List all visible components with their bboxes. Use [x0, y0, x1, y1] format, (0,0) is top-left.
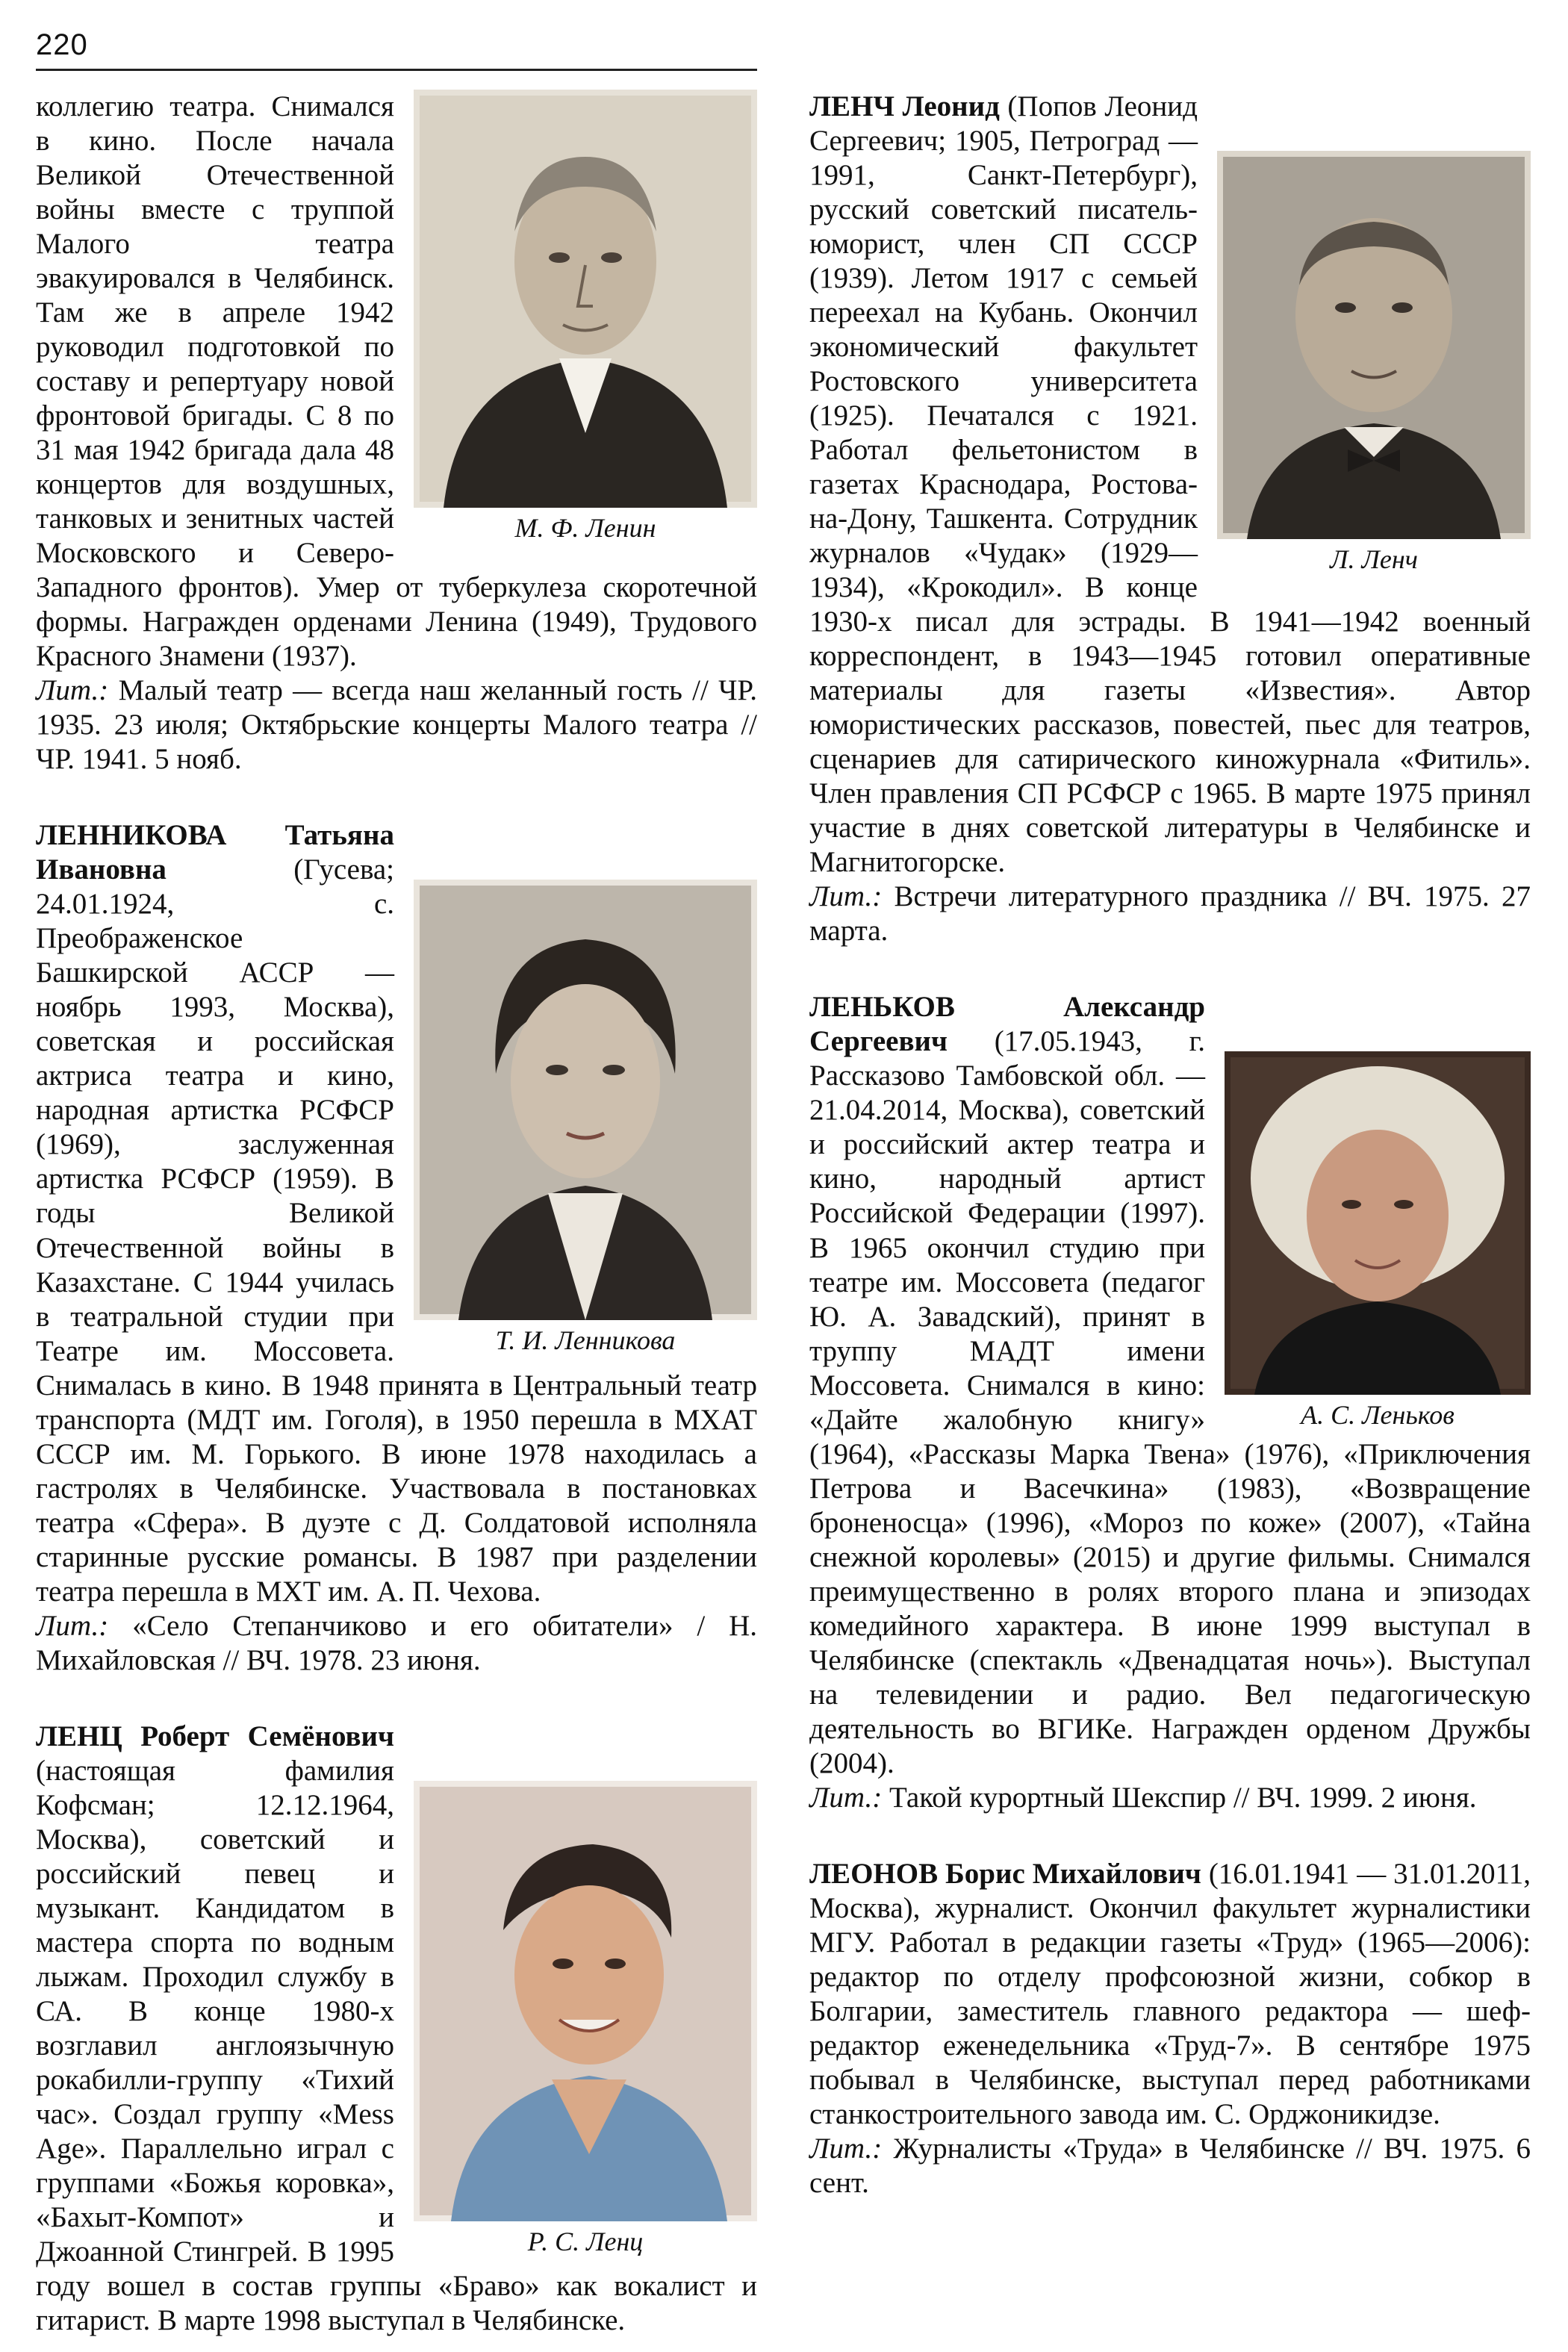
entry-lench [809, 90, 1531, 948]
entry-text: (настоящая фамилия Кофсман; 12.12.1964, Москва), советский и российский певец и музыкант. Кандидатом в мастера спорта по водным лыжам. Проходил службу в СА. В конце 1980-х возглавил англоязычную рокабилли-группу «Тихий час». Создал группу «Mess Age». Параллельно играл с группами «Божья коровка», «Бахыт-Компот» и Джоанной Стингрей. В 1995 году вошел в состав группы «Браво» как вокалист и гитарист. В марте 1998 выступал в Челябинске. [36, 1754, 757, 2336]
lit-label: Лит.: [36, 674, 109, 707]
lit-text: «Село Степанчиково и его обитатели» / Н. Михайловская // ВЧ. 1978. 23 июня. [36, 1609, 757, 1676]
photo-lenkov [1225, 1051, 1531, 1431]
page-number: 220 [36, 28, 88, 61]
lit-text: Встречи литературного праздника // ВЧ. 1975. 27 марта. [809, 880, 1531, 948]
portrait-lenin [414, 90, 757, 508]
lit-text: Такой курортный Шекспир // ВЧ. 1999. 2 июня. [882, 1781, 1477, 1814]
entry-lennikova [36, 818, 757, 1677]
entry-name: ЛЕНЧ Леонид [809, 90, 1000, 122]
entry-leonov [809, 1857, 1531, 2200]
entry-text: (17.05.1943, г. Рассказово Тамбовской обл. — 21.04.2014, Москва), советский и российский актер театра и кино, народный артист Российской Федерации (1997). В 1965 окончил студию при театре им. Моссовета (педагог Ю. А. Завадский), принят в труппу МАДТ имени Моссовета. Снимался в кино: «Дайте жалобную книгу» (1964), «Рассказы Марка Твена» (1976), «Приключения Петрова и Васечкина» (1983), «Возвращение броненосца» (1996), «Мороз по коже» (2007), «Тайна снежной королевы» (2015) и другие фильмы. Снимался преимущественно в ролях второго плана и эпизодах комедийного характера. В июне 1999 выступал в Челябинске (спектакль «Двенадцатая ночь»). Выступал на телевидении и радио. Вел педагогическую деятельность во ВГИКе. Награжден орденом Дружбы (2004). [809, 1025, 1531, 1779]
portrait-lenkov [1225, 1051, 1531, 1395]
entry-name: ЛЕННИКОВА Татьяна Ивановна [36, 819, 394, 886]
entry-lents [36, 1720, 757, 2338]
photo-lenin [414, 90, 757, 544]
lit-text: Малый театр — всегда наш желанный гость // ЧР. 1935. 23 июля; Октябрьские концерты Малого театра // ЧР. 1941. 5 нояб. [36, 674, 757, 776]
lit-label: Лит.: [36, 1609, 109, 1642]
entry-name: ЛЕНЬКОВ Александр Сергеевич [809, 991, 1205, 1058]
lit-label: Лит.: [809, 1781, 883, 1814]
header-rule [36, 69, 757, 71]
entry-text: коллегию театра. Снимался в кино. После начала Великой Отечественной войны вместе с труппой Малого театра эвакуировался в Челябинск. Там же в апреле 1942 руководил подготовкой по составу и репертуару новой фронтовой бригады. С 8 по 31 мая 1942 бригада дала 48 концертов для воздушных, танковых и зенитных частей Московского и Северо-Западного фронтов). Умер от туберкулеза скоротечной формы. Награжден орденами Ленина (1949), Трудового Красного Знамени (1937). [36, 90, 757, 673]
entry-name: ЛЕОНОВ Борис Михайлович [809, 1857, 1201, 1890]
portrait-lennikova [414, 880, 757, 1320]
photo-caption: М. Ф. Ленин [514, 513, 656, 543]
entry-text: (16.01.1941 — 31.01.2011, Москва), журналист. Окончил факультет журналистики МГУ. Работал в редакции газеты «Труд» (1965—2006): редактор по отделу профсоюзной жизни, собкор в Болгарии, заместитель главного редактора — шеф-редактор еженедельника «Труд-7». В сентябре 1975 побывал в Челябинске, выступал перед работниками станкостроительного завода им. С. Орджоникидзе. [809, 1857, 1531, 2130]
entry-lenkov [809, 990, 1531, 1814]
photo-caption: Р. С. Ленц [527, 2226, 644, 2256]
lit-label: Лит.: [809, 2132, 883, 2165]
entry-text: (Попов Леонид Сергеевич; 1905, Петроград — 1991, Санкт-Петербург), русский советский писатель-юморист, член СП СССР (1939). Летом 1917 с семьей переехал на Кубань. Окончил экономический факультет Ростовского университета (1925). Печатался с 1921. Работал фельетонистом в газетах Краснодара, Ростова-на-Дону, Ташкента. Сотрудник журналов «Чудак» (1929—1934), «Крокодил». В конце 1930-х писал для эстрады. В 1941—1942 военный корреспондент, в 1943—1945 готовил оперативные материалы для газеты «Известия». Автор юмористических рассказов, повестей, пьес для театров, сценариев для сатирического киножурнала «Фитиль». Член правления СП РСФСР с 1965. В марте 1975 принял участие в днях советской литературы в Челябинске и Магнитогорске. [809, 90, 1531, 879]
portrait-lench [1217, 151, 1531, 539]
photo-caption: Л. Ленч [1330, 544, 1418, 574]
lit-label: Лит.: [809, 880, 883, 913]
entry-text: (Гусева; 24.01.1924, с. Преображенское Башкирской АССР — ноябрь 1993, Москва), советская и российская актриса театра и кино, народная артистка РСФСР (1969), заслуженная артистка РСФСР (1959). В годы Великой Отечественной войны в Казахстане. С 1944 училась в театральной студии при Театре им. Моссовета. Снималась в кино. В 1948 принята в Центральный театр транспорта (МДТ им. Гоголя), в 1950 перешла в МХАТ СССР им. М. Горького. В июне 1978 находилась а гастролях в Челябинске. Участвовала в постановках театра «Сфера». В дуэте с Д. Солдатовой исполняла старинные русские романсы. В 1987 при разделении театра перешла в МХТ им. А. П. Чехова. [36, 853, 757, 1608]
photo-lents [414, 1781, 757, 2257]
left-column [36, 90, 757, 2337]
lit-text: Журналисты «Труда» в Челябинске // ВЧ. 1975. 6 сент. [809, 2132, 1531, 2199]
photo-caption: Т. И. Ленникова [495, 1325, 676, 1356]
entry-name: ЛЕНЦ Роберт Семёнович [36, 1720, 394, 1752]
photo-lennikova [414, 880, 757, 1356]
portrait-lents [414, 1781, 757, 2221]
right-column [809, 90, 1531, 2337]
photo-caption: А. С. Леньков [1301, 1400, 1455, 1431]
photo-lench [1217, 151, 1531, 575]
entry-lenin-continued [36, 90, 757, 777]
